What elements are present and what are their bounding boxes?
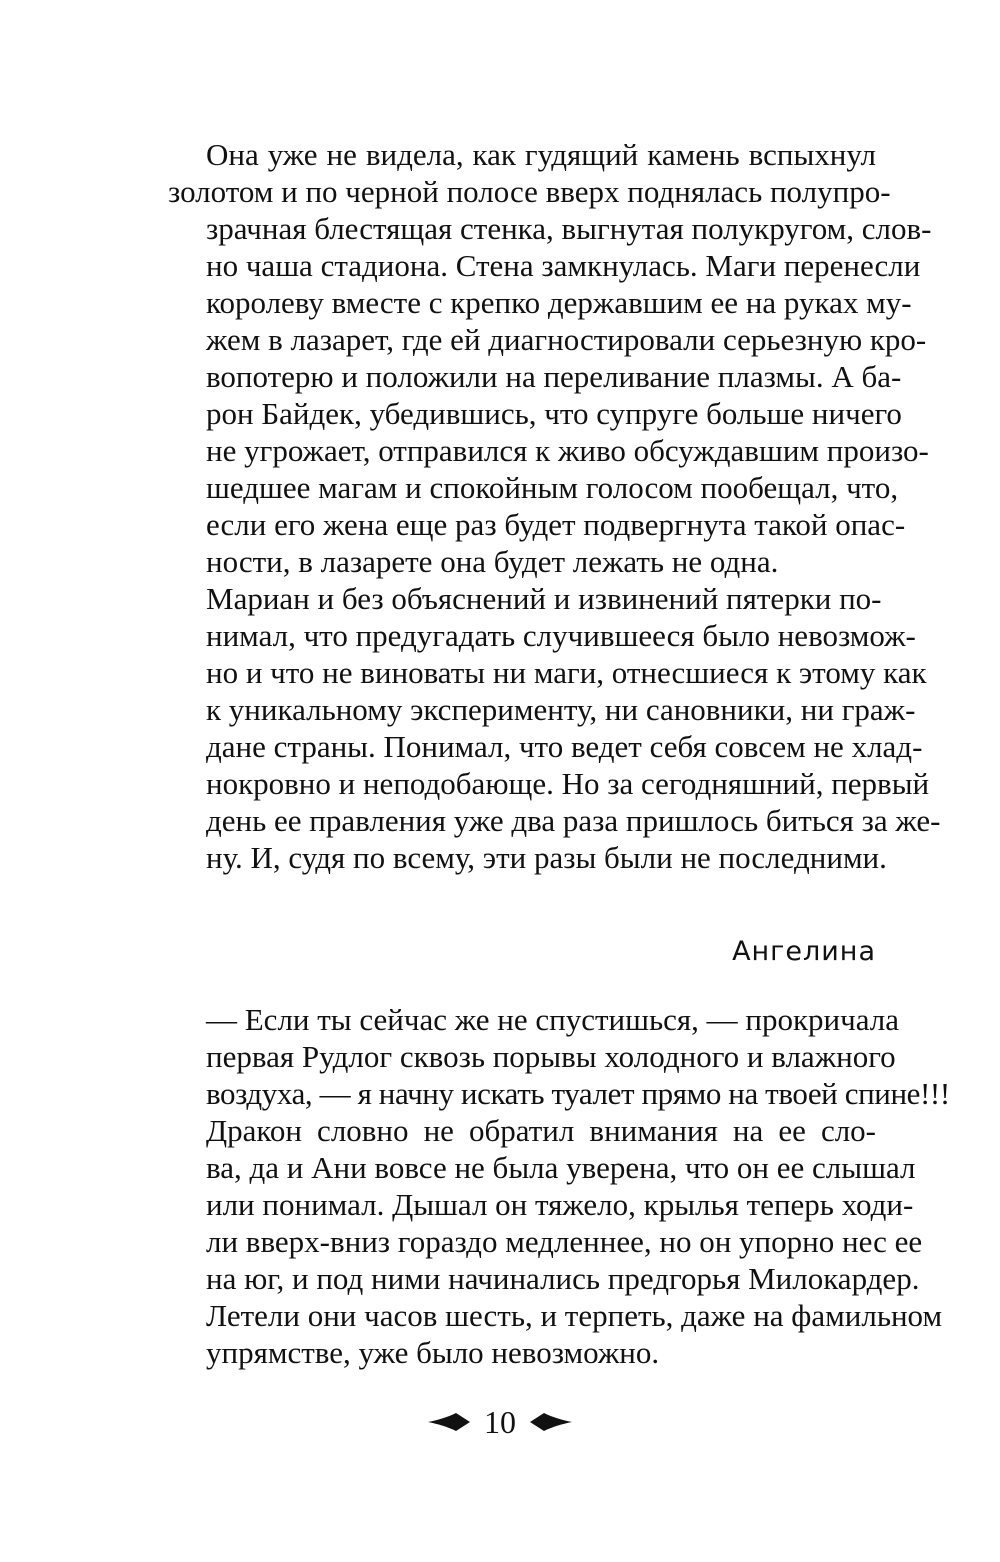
text-line: Дракон словно не обратил внимания на ее сло- — [206, 1113, 876, 1148]
text-line: жем в лазарет, где ей диагностировали серьезную кро- — [206, 322, 927, 357]
paragraph — [168, 580, 941, 876]
arrow-left-ornament-icon — [528, 1411, 574, 1433]
text-block-marian — [168, 136, 941, 876]
page-footer — [0, 1400, 1000, 1444]
page-number: 10 — [484, 1404, 516, 1440]
text-line: золотом и по черной полосе вверх поднялась полупро- — [168, 174, 891, 209]
text-line: если его жена еще раз будет подвергнута такой опас- — [206, 507, 906, 542]
text-line: или понимал. Дышал он тяжело, крылья теперь ходи- — [206, 1187, 914, 1222]
text-line: упрямстве, уже было невозможно. — [206, 1335, 660, 1370]
text-line: но и что не виноваты ни маги, отнесшиеся к этому как — [206, 655, 927, 690]
text-line: шедшее магам и спокойным голосом пообещал, что, — [206, 470, 899, 505]
text-line: к уникальному эксперименту, ни сановники, ни граж- — [206, 692, 916, 727]
text-line: нимал, что предугадать случившееся было невозмож- — [206, 618, 916, 653]
paragraph — [168, 1112, 943, 1371]
text-line: на юг, и под ними начинались предгорья Милокардер. — [206, 1261, 920, 1296]
text-line: Летели они часов шесть, и терпеть, даже на фамильном — [206, 1298, 943, 1333]
section-title: Ангелина — [732, 936, 876, 967]
paragraph — [168, 136, 932, 580]
text-line: но чаша стадиона. Стена замкнулась. Маги перенесли — [206, 248, 921, 283]
text-line: дане страны. Понимал, что ведет себя совсем не хлад- — [206, 729, 923, 764]
text-line: королеву вместе с крепко державшим ее на руках му- — [206, 285, 912, 320]
text-line: нокровно и неподобающе. Но за сегодняшний, первый — [206, 766, 930, 801]
arrow-right-ornament-icon — [426, 1411, 472, 1433]
text-line: первая Рудлог сквозь порывы холодного и влажного — [206, 1039, 896, 1074]
text-line: рон Байдек, убедившись, что супруге больше ничего — [206, 396, 902, 431]
text-line: воздуха, — я начну искать туалет прямо на твоей спине!!! — [206, 1076, 950, 1111]
text-line: ности, в лазарете она будет лежать не одна. — [206, 544, 779, 579]
text-line: Мариан и без объяснений и извинений пятерки по- — [206, 581, 882, 616]
text-line: ли вверх-вниз гораздо медленнее, но он упорно нес ее — [206, 1224, 923, 1259]
paragraph — [168, 1001, 950, 1112]
text-line: вопотерю и положили на переливание плазмы. А ба- — [206, 359, 902, 394]
text-line: не угрожает, отправился к живо обсуждавшим произо- — [206, 433, 929, 468]
text-line: ва, да и Ани вовсе не была уверена, что он ее слышал — [206, 1150, 916, 1185]
text-line: ну. И, судя по всему, эти разы были не последними. — [206, 840, 887, 875]
text-line: — Если ты сейчас же не спустишься, — прокричала — [206, 1002, 899, 1037]
text-line: день ее правления уже два раза пришлось биться за же- — [206, 803, 941, 838]
text-block-angelina — [168, 1001, 950, 1371]
text-line: Она уже не видела, как гудящий камень вспыхнул — [206, 137, 876, 172]
text-line: зрачная блестящая стенка, выгнутая полукругом, слов- — [206, 211, 932, 246]
